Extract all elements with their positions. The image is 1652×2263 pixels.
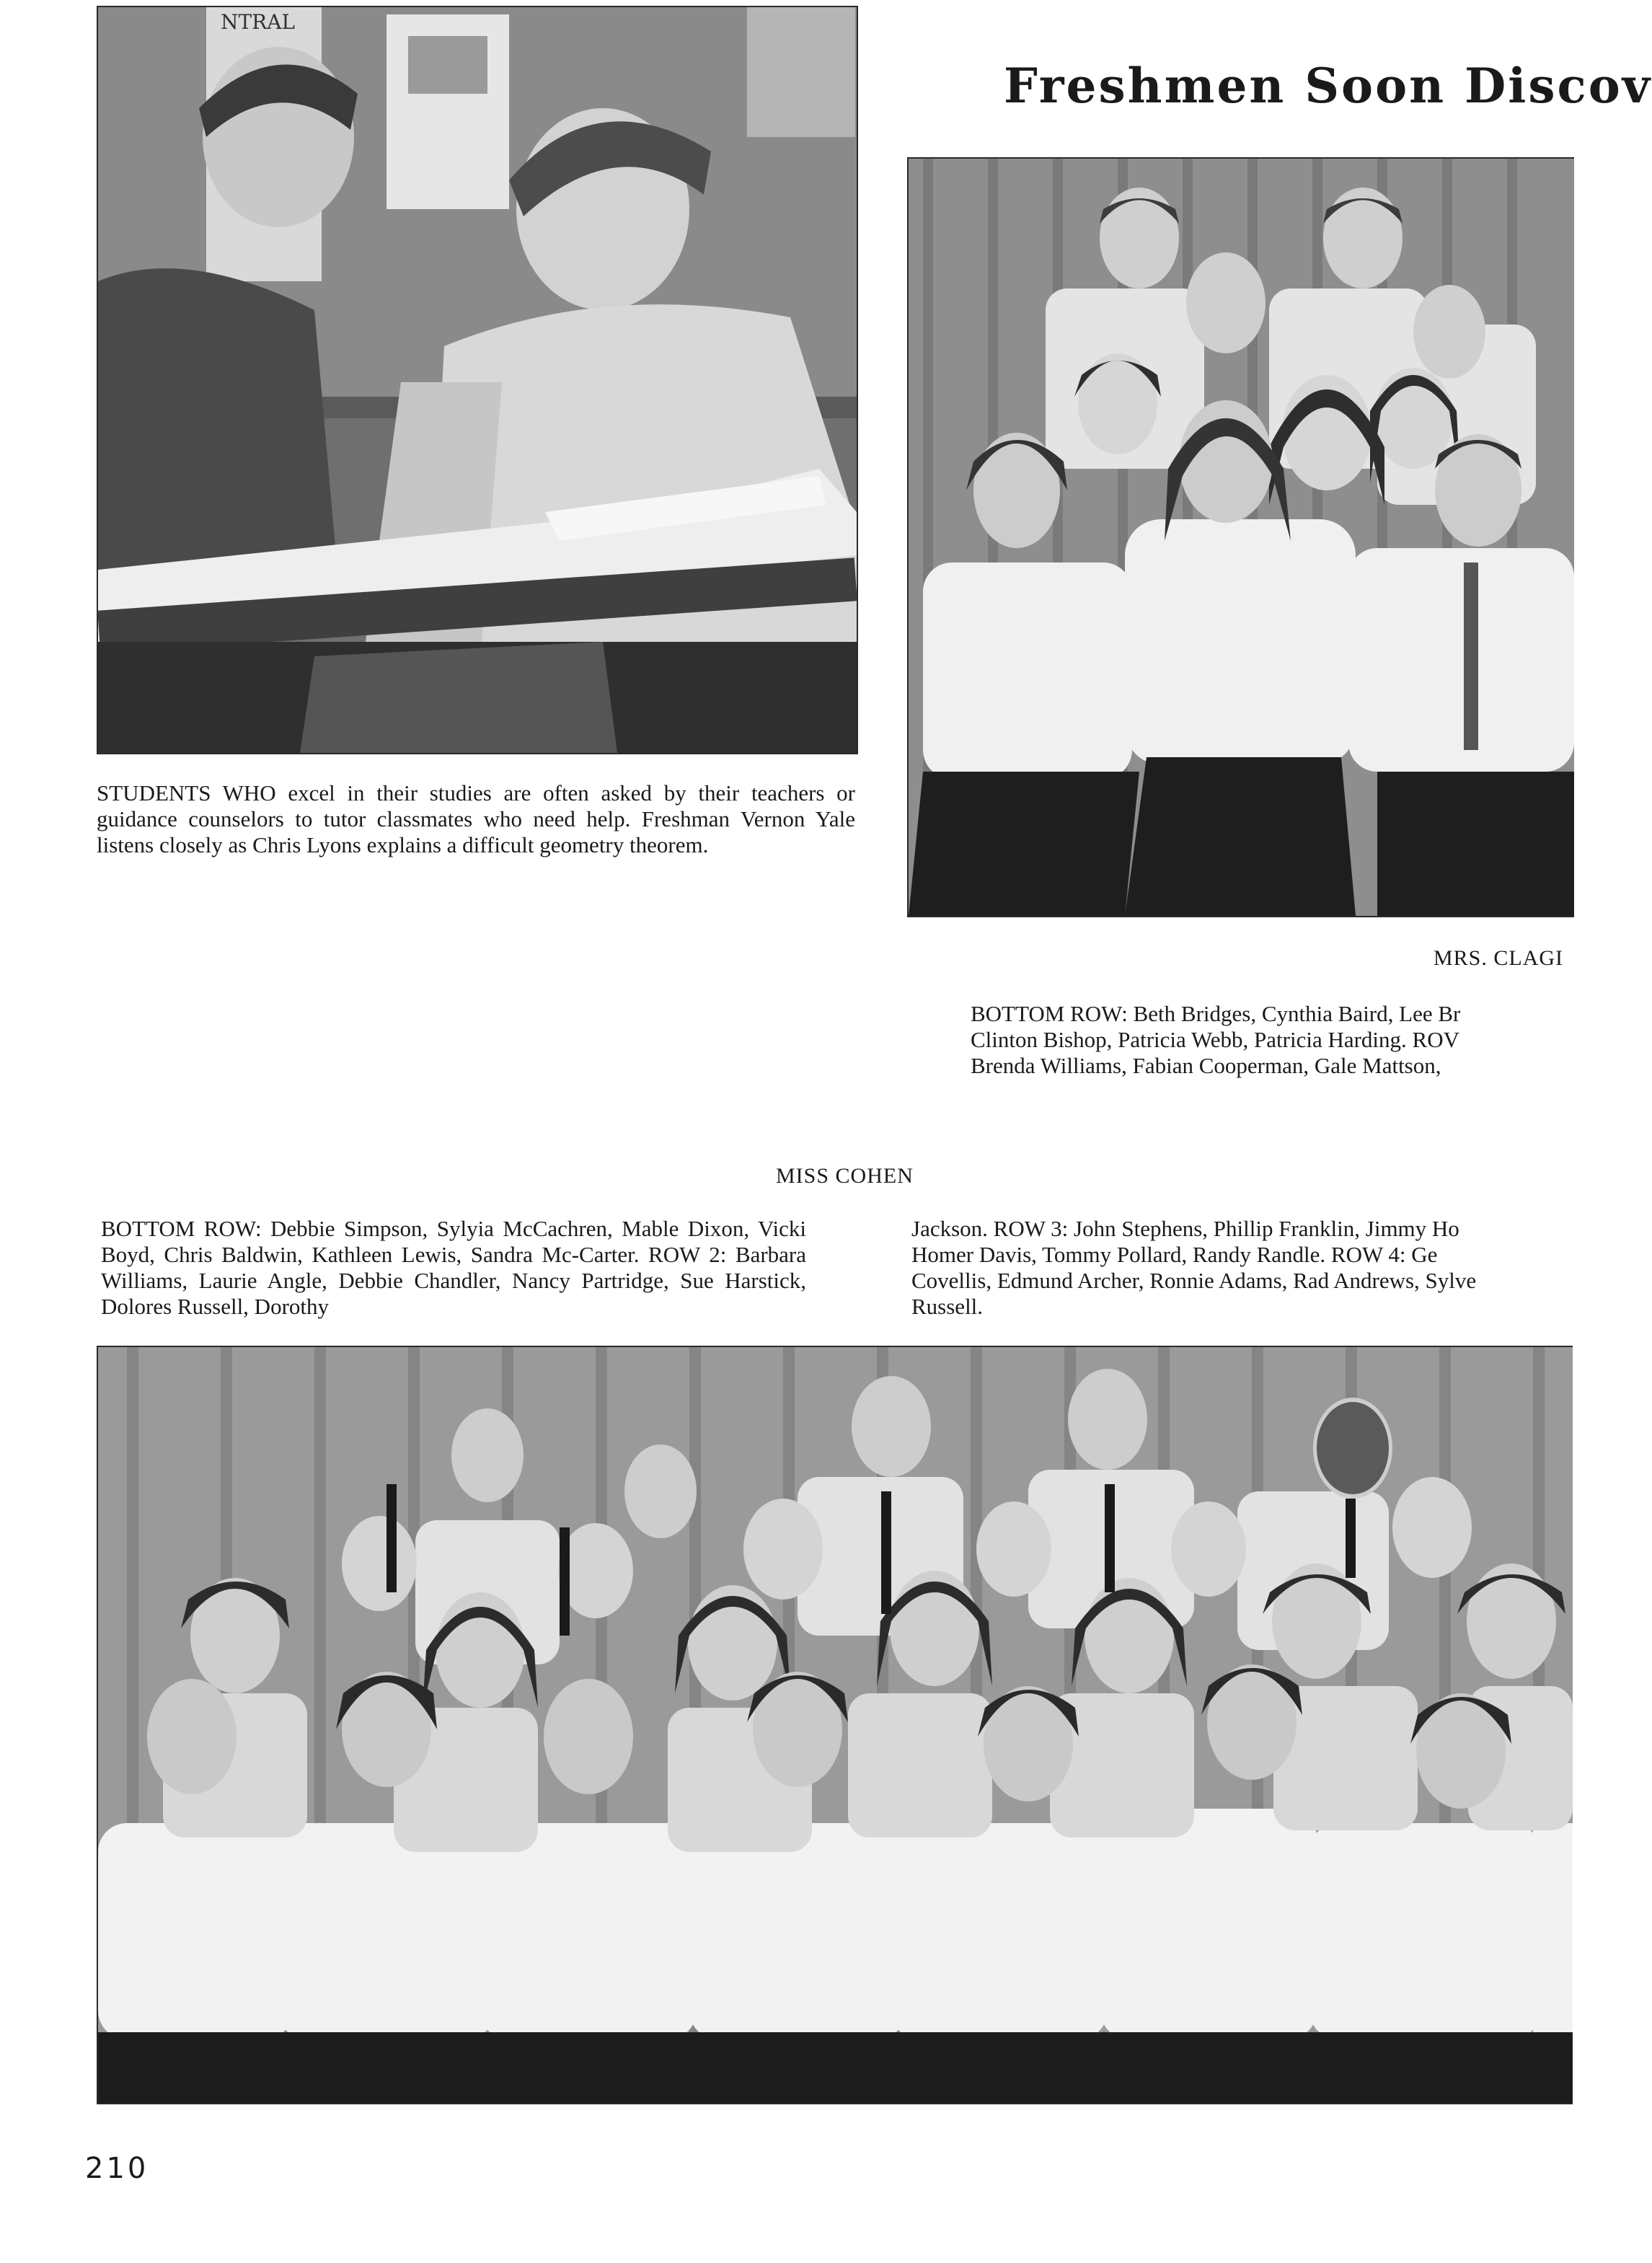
roster-line: Clinton Bishop, Patricia Webb, Patricia Harding. ROV	[971, 1027, 1459, 1052]
page-heading: Freshmen Soon Discov	[1004, 58, 1652, 114]
mrs-clag-label: MRS. CLAGI	[1434, 946, 1564, 970]
roster-line: Covellis, Edmund Archer, Ronnie Adams, Rad Andrews, Sylve	[911, 1268, 1477, 1293]
roster-line: Homer Davis, Tommy Pollard, Randy Randle. ROW 4: Ge	[911, 1242, 1438, 1267]
mrs-clag-group-photo	[907, 157, 1574, 917]
mrs-clag-roster	[971, 1001, 1576, 1079]
tutoring-photo	[97, 6, 858, 754]
miss-cohen-roster-right	[911, 1216, 1571, 1320]
roster-line: Russell.	[911, 1294, 984, 1319]
miss-cohen-roster-left: BOTTOM ROW: Debbie Simpson, Sylyia McCachren, Mable Dixon, Vicki Boyd, Chris Baldwin, Kathleen Lewis, Sandra Mc-Carter. ROW 2: Barbara Williams, Laurie Angle, Debbie Chandler, Nancy Partridge, Sue Harstick, Dolores Russell, Dorothy	[101, 1216, 806, 1319]
photo-caption: STUDENTS WHO excel in their studies are often asked by their teachers or guidance counselors to tutor classmates who need help. Freshman Vernon Yale listens closely as Chris Lyons explains a difficult geometry theorem.	[97, 780, 855, 857]
roster-line: Jackson. ROW 3: John Stephens, Phillip Franklin, Jimmy Ho	[911, 1216, 1459, 1241]
page-number: 210	[85, 2152, 149, 2185]
roster-line: Brenda Williams, Fabian Cooperman, Gale Mattson,	[971, 1053, 1441, 1078]
miss-cohen-label: MISS COHEN	[776, 1164, 914, 1188]
miss-cohen-group-photo	[97, 1346, 1573, 2104]
roster-line: BOTTOM ROW: Beth Bridges, Cynthia Baird, Lee Br	[971, 1001, 1461, 1026]
poster-text: NTRAL	[221, 10, 296, 34]
